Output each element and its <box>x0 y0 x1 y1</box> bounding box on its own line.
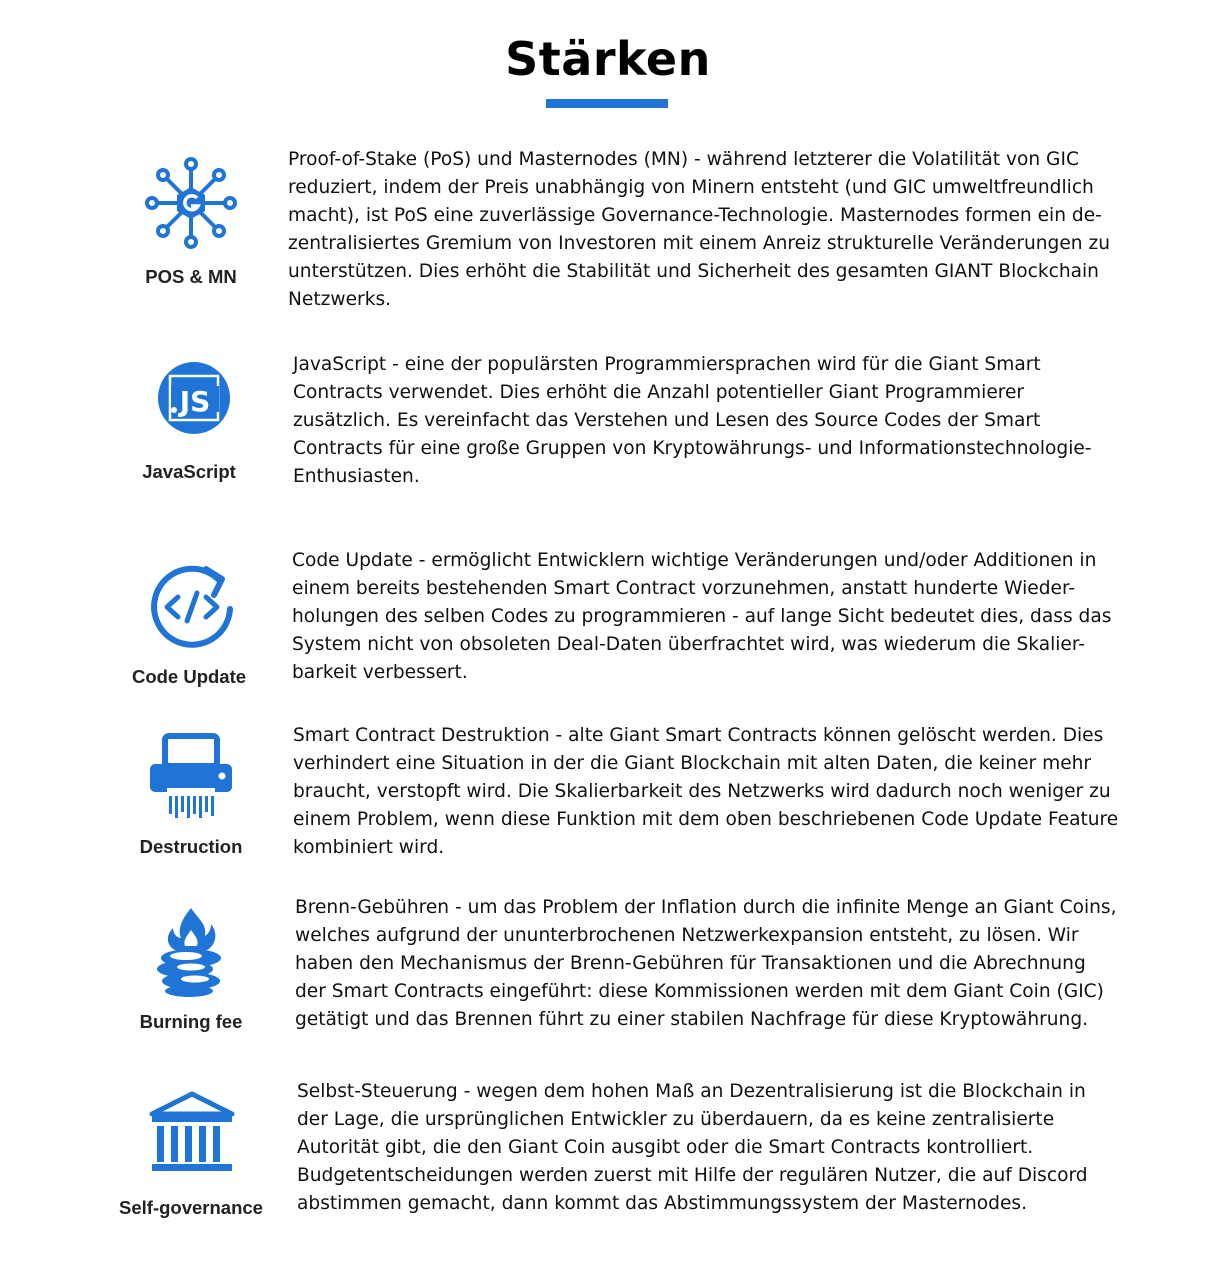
feature-label: POS & MN <box>145 266 237 287</box>
title-underline <box>546 99 668 108</box>
feature-label: Burning fee <box>139 1011 243 1032</box>
feature-description: Code Update - ermöglicht Entwicklern wichtige Veränderungen und/oder Additionen in einem bereits bestehenden Smart Contract vorzunehmen, anstatt hunderte Wieder- holungen des selben Codes zu programmieren - auf lange Sicht bedeutet dies, dass das System nicht von obsoleten Deal-Daten überfrachtet wird, was wiederum die Skalier- barkeit verbessert. <box>292 550 1112 684</box>
feature-description: JavaScript - eine der populärsten Programmiersprachen wird für die Giant Smart Contracts verwendet. Dies erhöht die Anzahl potentieller Giant Programmierer zusätzlich. Es vereinfacht das Verstehen und Lesen des Source Codes der Smart Contracts für eine große Gruppen von Kryptowährungs- und Informationstechnologie- Enthusiasten. <box>293 354 1092 488</box>
feature-description: Brenn-Gebühren - um das Problem der Inflation durch die infinite Menge an Giant Coins, welches aufgrund der ununterbrochenen Netzwerkexpansion entsteht, zu lösen. Wir haben den Mechanismus der Brenn-Gebühren für Transaktionen und die Abrechnung der Smart Contracts eingeführt: diese Kommissionen werden mit dem Giant Coin (GIC) getätigt und das Brennen führt zu einer stabilen Nachfrage für diese Kryptowährung. <box>295 897 1117 1031</box>
shredder-icon <box>141 728 241 828</box>
javascript-icon <box>144 350 244 450</box>
feature-label: Code Update <box>131 666 247 687</box>
network-node-icon <box>141 153 241 253</box>
feature-label: Destruction <box>139 836 243 857</box>
page-title: Stärken <box>505 32 711 86</box>
feature-description: Smart Contract Destruktion - alte Giant Smart Contracts können gelöscht werden. Dies verhindert eine Situation in der die Giant Blockchain mit alten Daten, die keiner mehr braucht, verstopft wird. Die Skalierbarkeit des Netzwerks wird dadurch noch weniger zu einem Problem, wenn diese Funktion mit dem oben beschriebenen Code Update Feature kombiniert wird. <box>293 725 1119 859</box>
government-building-icon <box>142 1090 242 1190</box>
feature-label: Self-governance <box>119 1197 263 1218</box>
feature-description: Selbst-Steuerung - wegen dem hohen Maß an Dezentralisierung ist die Blockchain in der Lage, die ursprünglichen Entwickler zu überdauern, da es keine zentralisierte Autorität gibt, die den Giant Coin ausgibt oder die Smart Contracts kontrolliert. Budgetentscheidungen werden zuerst mit Hilfe der regulären Nutzer, die auf Discord abstimmen gemacht, dann kommt das Abstimmungssystem der Masternodes. <box>297 1081 1088 1215</box>
feature-description: Proof-of-Stake (PoS) und Masternodes (MN) - während letzterer die Volatilität von GIC reduziert, indem der Preis unabhängig von Minern entsteht (und GIC umweltfreundlich macht), ist PoS eine zuverlässige Governance-Technologie. Masternodes formen ein de- zentralisiertes Gremium von Investoren mit einem Anreiz strukturelle Veränderungen zu unterstützen. Dies erhöht die Stabilität und Sicherheit des gesamten GIANT Blockchain Netzwerks. <box>288 149 1111 311</box>
feature-label: JavaScript <box>142 461 236 482</box>
burning-coins-icon <box>141 906 241 1006</box>
code-update-icon <box>142 559 242 659</box>
svg-text:JS: JS <box>179 385 211 418</box>
